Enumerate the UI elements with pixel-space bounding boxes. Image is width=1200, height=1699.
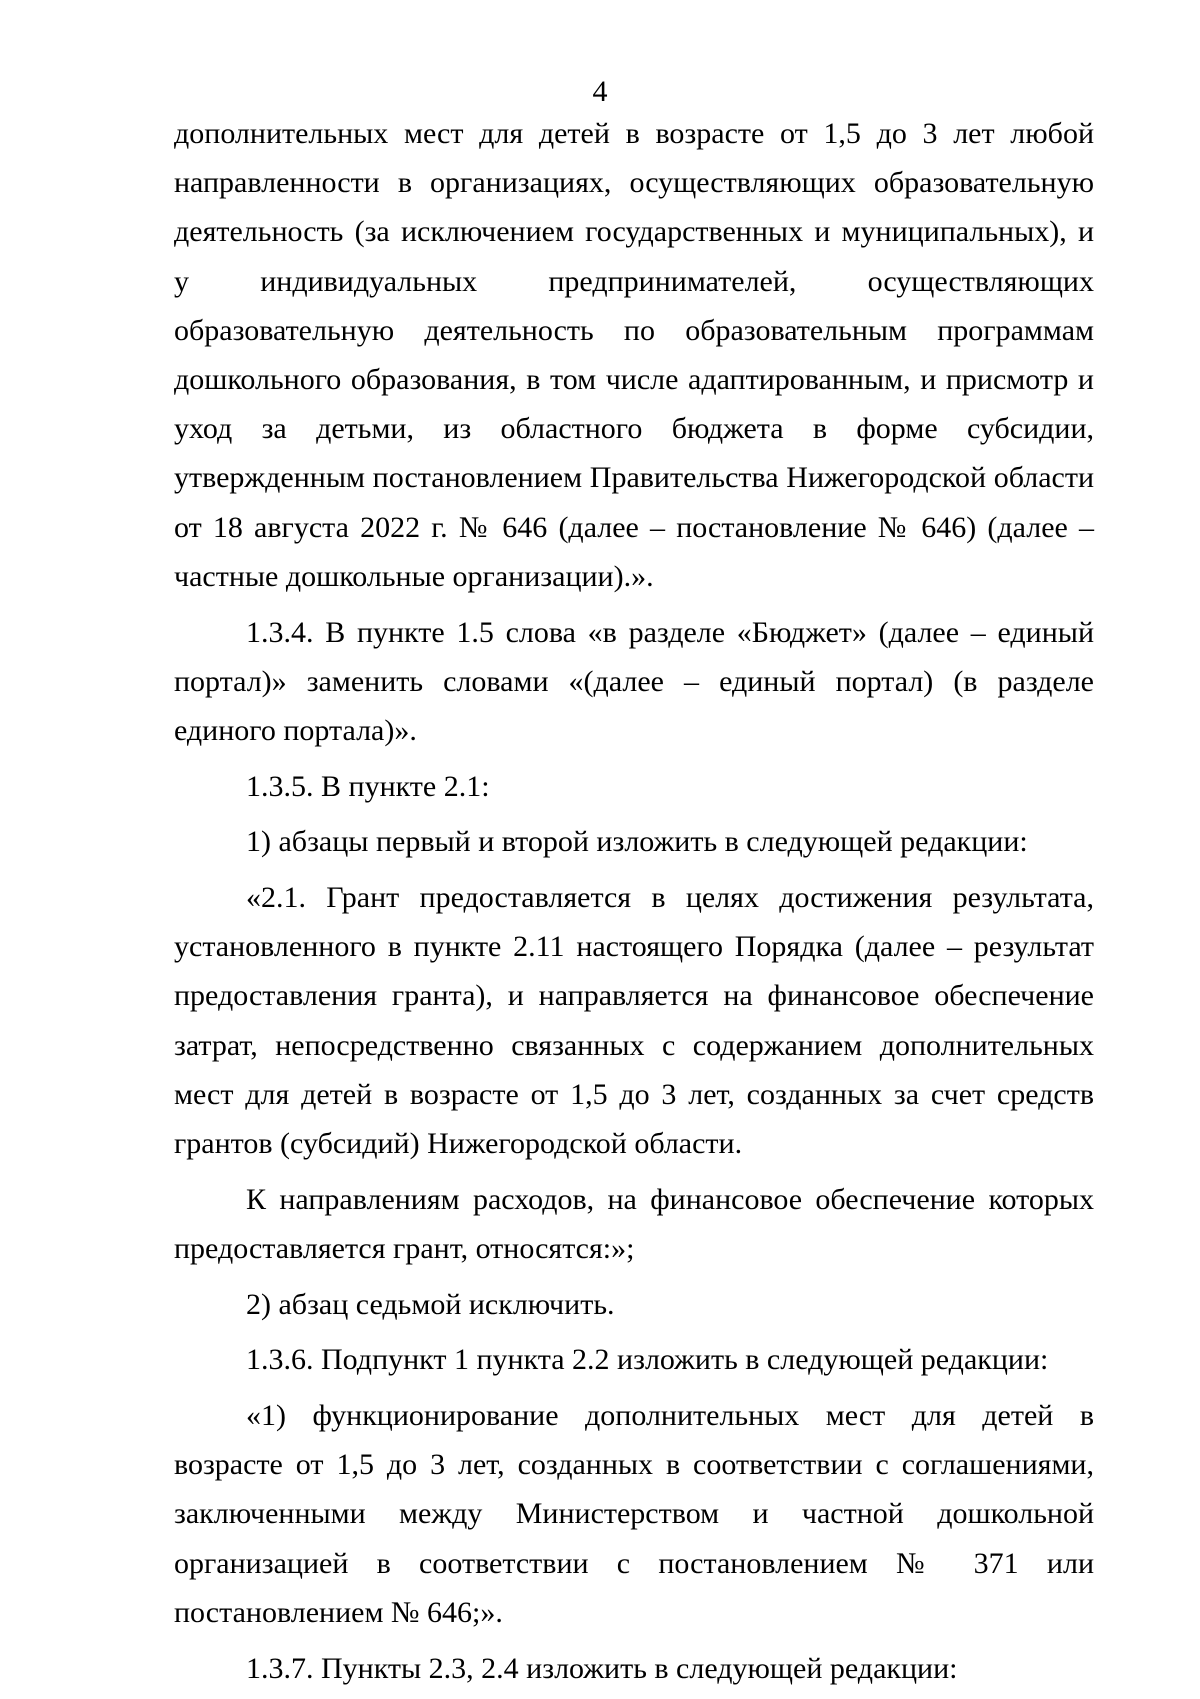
paragraph-1-3-5: 1.3.5. В пункте 2.1: bbox=[246, 769, 490, 803]
paragraph-1-3-7: 1.3.7. Пункты 2.3, 2.4 изложить в следующей редакции: bbox=[246, 1651, 958, 1685]
page-number: 4 bbox=[592, 75, 608, 108]
paragraph-1-3-6: 1.3.6. Подпункт 1 пункта 2.2 изложить в следующей редакции: bbox=[246, 1343, 1049, 1377]
paragraph-item-2: 2) абзац седьмой исключить. bbox=[246, 1287, 615, 1321]
paragraph-item-1: 1) абзацы первый и второй изложить в следующей редакции: bbox=[246, 825, 1028, 859]
paragraph-continuation: дополнительных мест для детей в возрасте от 1,5 до 3 лет любой направленности в организациях, осуществляющих образовательную деятельность (за исключением государственных и муниципальных), и у индивидуальных предпринимателей, осуществляющих образовательную деятельность по образовательным программам дошкольного образования, в том числе адаптированным, и присмотр и уход за детьми, из областного бюджета в форме субсидии, утвержденным постановлением Правительства Нижегородской области от 18 августа 2022 г. № 646 (далее – постановление № 646) (далее – частные дошкольные организации).». bbox=[174, 117, 1094, 593]
paragraph-1-3-4: 1.3.4. В пункте 1.5 слова «в разделе «Бюджет» (далее – единый портал)» заменить словами «(далее – единый портал) (в разделе единого портала)». bbox=[174, 615, 1094, 747]
paragraph-2-1: «2.1. Грант предоставляется в целях достижения результата, установленного в пункте 2.11 настоящего Порядка (далее – результат предоставления гранта), и направляется на финансовое обеспечение затрат, непосредственно связанных с содержанием дополнительных мест для детей в возрасте от 1,5 до 3 лет, созданных за счет средств грантов (субсидий) Нижегородской области. bbox=[174, 881, 1094, 1161]
paragraph-expense-directions: К направлениям расходов, на финансовое обеспечение которых предоставляется грант, относятся:»; bbox=[174, 1182, 1094, 1265]
document-body bbox=[174, 109, 1094, 1699]
paragraph-subitem-1: «1) функционирование дополнительных мест для детей в возрасте от 1,5 до 3 лет, созданных в соответствии с соглашениями, заключенными между Министерством и частной дошкольной организацией в соответствии с постановлением № 371 или постановлением № 646;». bbox=[174, 1399, 1094, 1629]
